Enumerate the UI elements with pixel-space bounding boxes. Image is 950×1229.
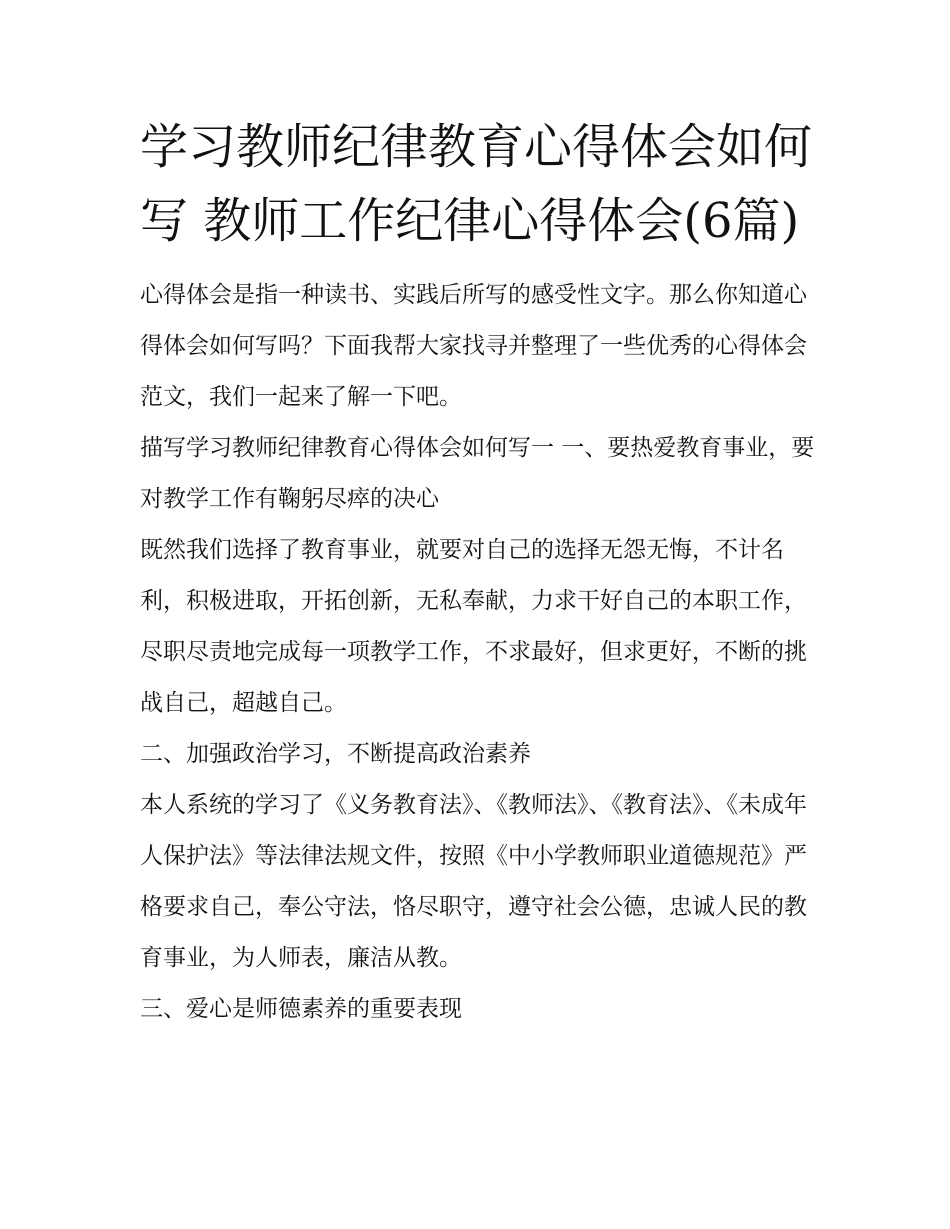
section-one-heading: 描写学习教师纪律教育心得体会如何写一 一、要热爱教育事业，要对教学工作有鞠躬尽瘁的决心 [140, 435, 815, 512]
section-two-heading: 二、加强政治学习，不断提高政治素养 [140, 741, 531, 767]
document-title: 学习教师纪律教育心得体会如何写 教师工作纪律心得体会(6篇) [140, 119, 813, 249]
section-one-paragraph: 既然我们选择了教育事业，就要对自己的选择无怨无悔，不计名利，积极进取，开拓创新，无私奉献，力求干好自己的本职工作，尽职尽责地完成每一项教学工作，不求最好，但求更好，不断的挑战自己，超越自己。 [140, 537, 807, 716]
section-two-paragraph: 本人系统的学习了《义务教育法》、《教师法》、《教育法》、《未成年人保护法》等法律法规文件，按照《中小学教师职业道德规范》严格要求自己，奉公守法，恪尽职守，遵守社会公德，忠诚人民的教育事业，为人师表，廉洁从教。 [140, 792, 807, 971]
document-body [140, 110, 820, 1035]
intro-paragraph: 心得体会是指一种读书、实践后所写的感受性文字。那么你知道心得体会如何写吗？下面我帮大家找寻并整理了一些优秀的心得体会范文，我们一起来了解一下吧。 [140, 282, 807, 410]
section-three-heading: 三、爱心是师德素养的重要表现 [140, 996, 462, 1022]
